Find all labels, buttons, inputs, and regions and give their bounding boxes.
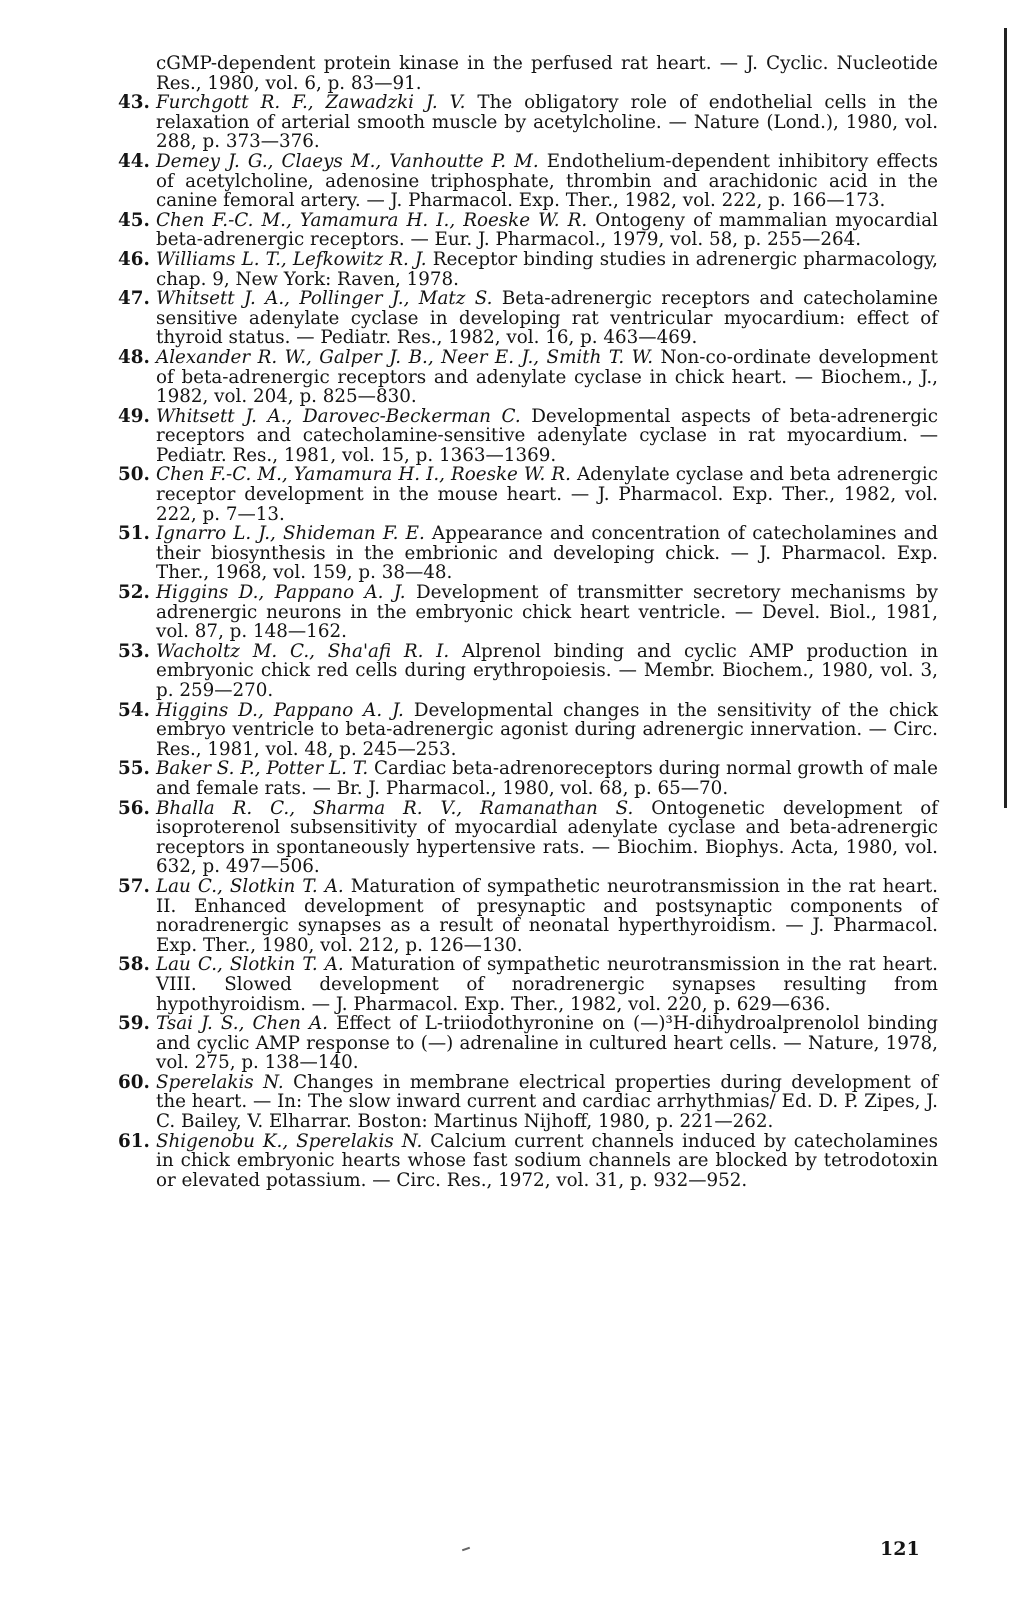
reference-text: Maturation of sympathetic neurotransmission in the rat heart. VIII. Slowed development of noradrenergic synapses resulting from hypothyroidism. — J. Pharmacol. Exp. Ther., 1982, vol. 220, p. 629—636. [156,954,938,1015]
reference-authors: Whitsett J. A., Darovec-Beckerman C. [156,405,521,427]
reference-item [118,759,938,798]
reference-number: 53. [118,640,150,662]
reference-text: Appearance and concentration of catecholamines and their biosynthesis in the embrionic and developing chick. — J. Pharmacol. Exp. Ther., 1968, vol. 159, p. 38—48. [156,523,938,584]
reference-item [118,583,938,642]
reference-authors: Sperelakis N. [156,1071,284,1093]
reference-item [118,93,938,152]
reference-text: Changes in membrane electrical properties during development of the heart. — In: The slow inward current and cardiac arrhythmias/ Ed. D. P. Zipes, J. C. Bailey, V. Elharrar. Boston: Martinus Nijhoff, 1980, p. 221—262. [156,1071,938,1133]
reference-item [118,348,938,407]
reference-number: 52. [118,582,150,604]
reference-text: Development of transmitter secretory mechanisms by adrenergic neurons in the embryonic chick heart ventricle. — Devel. Biol., 1981, vol. 87, p. 148—162. [156,582,939,643]
reference-authors: Chen F.-C. M., Yamamura H. I., Roeske W. R. [156,209,588,231]
reference-number: 60. [118,1071,150,1093]
reference-item [118,1073,938,1132]
reference-authors: Bhalla R. C., Sharma R. V., Ramanathan S. [156,797,634,819]
reference-item [118,465,938,524]
reference-authors: Lau C., Slotkin T. A. [156,875,344,897]
reference-text: Endothelium-dependent inhibitory effects of acetylcholine, adenosine triphosphate, thrombin and arachidonic acid in the canine femoral artery. — J. Pharmacol. Exp. Ther., 1982, vol. 222, p. 166—173. [156,150,938,212]
reference-text: Receptor binding studies in adrenergic pharmacology, chap. 9, New York: Raven, 1978. [156,248,938,290]
reference-number: 56. [118,797,150,819]
reference-number: 45. [118,209,150,231]
reference-item [118,1014,938,1073]
reference-item [118,642,938,701]
reference-text: Developmental changes in the sensitivity of the chick embryo ventricle to beta-adrenergic agonist during adrenergic innervation. — Circ. Res., 1981, vol. 48, p. 245—253. [156,699,939,760]
reference-text: Maturation of sympathetic neurotransmission in the rat heart. II. Enhanced development of presynaptic and postsynaptic components of noradrenergic synapses as a result of neonatal hyperthyroidism. — J. Pharmacol. Exp. Ther., 1980, vol. 212, p. 126—130. [156,875,938,956]
reference-item [118,701,938,760]
reference-authors: Wacholtz M. C., Sha'afi R. I. [156,640,450,662]
reference-number: 43. [118,92,150,114]
reference-item [118,407,938,466]
reference-text: Alprenol binding and cyclic AMP production in embryonic chick red cells during erythropoiesis. — Membr. Biochem., 1980, vol. 3, p. 259—270. [156,640,938,701]
reference-authors: Alexander R. W., Galper J. B., Neer E. J., Smith T. W. [156,346,654,368]
reference-text: The obligatory role of endothelial cells in the relaxation of arterial smooth muscle by acetylcholine. — Nature (Lond.), 1980, vol. 288, p. 373—376. [156,92,938,153]
reference-number: 46. [118,248,150,270]
page-number: 121 [880,1538,920,1560]
reference-item [118,955,938,1014]
reference-authors: Higgins D., Pappano A. J. [156,699,404,721]
references-container [118,93,938,1190]
reference-number: 49. [118,405,150,427]
reference-number: 55. [118,758,150,780]
reference-item [118,289,938,348]
reference-authors: Higgins D., Pappano A. J. [156,582,406,604]
reference-authors: Ignarro L. J., Shideman F. E. [156,523,425,545]
reference-text: Ontogeny of mammalian myocardial beta-adrenergic receptors. — Eur. J. Pharmacol., 1979, vol. 58, p. 255—264. [156,209,938,251]
reference-authors: Chen F.-C. M., Yamamura H. I., Roeske W. R. [156,464,571,486]
reference-text: Adenylate cyclase and beta adrenergic receptor development in the mouse heart. — J. Pharmacol. Exp. Ther., 1982, vol. 222, p. 7—13. [156,464,938,525]
reference-number: 47. [118,288,150,310]
reference-number: 48. [118,346,150,368]
reference-authors: Baker S. P., Potter L. T. [156,758,369,780]
reference-list [118,54,938,1190]
reference-authors: Williams L. T., Lefkowitz R. J. [156,248,427,270]
reference-authors: Demey J. G., Claeys M., Vanhoutte P. M. [156,150,539,172]
reference-number: 51. [118,523,150,545]
reference-text: Calcium current channels induced by catecholamines in chick embryonic hearts whose fast sodium channels are blocked by tetrodotoxin or elevated potassium. — Circ. Res., 1972, vol. 31, p. 932—952. [156,1130,938,1191]
reference-number: 61. [118,1130,150,1152]
reference-number: 44. [118,150,150,172]
reference-item [118,211,938,250]
reference-authors: Shigenobu K., Sperelakis N. [156,1130,423,1152]
stray-mark [462,1547,470,1552]
reference-item [118,152,938,211]
reference-number: 50. [118,464,150,486]
reference-authors: Tsai J. S., Chen A. [156,1013,328,1035]
reference-item [118,524,938,583]
reference-continuation: cGMP-dependent protein kinase in the perfused rat heart. — J. Cyclic. Nucleotide Res., 1980, vol. 6, p. 83—91. [156,53,938,94]
page-edge-line [1004,28,1007,808]
reference-text: Developmental aspects of beta-adrenergic receptors and catecholamine-sensitive adenylate cyclase in rat myocardium. — Pediatr. Res., 1981, vol. 15, p. 1363—1369. [156,405,938,466]
reference-authors: Lau C., Slotkin T. A. [156,954,344,976]
reference-number: 54. [118,699,150,721]
reference-item [118,799,938,877]
reference-item [118,877,938,955]
reference-text: Non-co-ordinate development of beta-adrenergic receptors and adenylate cyclase in chick heart. — Biochem., J., 1982, vol. 204, p. 825—830. [156,346,938,408]
reference-authors: Whitsett J. A., Pollinger J., Matz S. [156,288,493,310]
reference-number: 59. [118,1013,150,1035]
reference-item [118,1132,938,1191]
reference-text: Ontogenetic development of isoproterenol subsensitivity of myocardial adenylate cyclase and beta-adrenergic receptors in spontaneously hypertensive rats. — Biochim. Biophys. Acta, 1980, vol. 632, p. 497—506. [156,797,938,878]
reference-item [118,250,938,289]
reference-text: Effect of L-triiodothyronine on (—)³H-dihydroalprenolol binding and cyclic AMP response to (—) adrenaline in cultured heart cells. — Nature, 1978, vol. 275, p. 138—140. [156,1013,938,1074]
reference-authors: Furchgott R. F., Zawadzki J. V. [156,92,466,114]
reference-number: 57. [118,875,150,897]
reference-text: Beta-adrenergic receptors and catecholamine sensitive adenylate cyclase in developing rat ventricular myocardium: effect of thyroid status. — Pediatr. Res., 1982, vol. 16, p. 463—469. [156,288,938,349]
reference-number: 58. [118,954,150,976]
reference-text: Cardiac beta-adrenoreceptors during normal growth of male and female rats. — Br. J. Pharmacol., 1980, vol. 68, p. 65—70. [156,758,938,799]
